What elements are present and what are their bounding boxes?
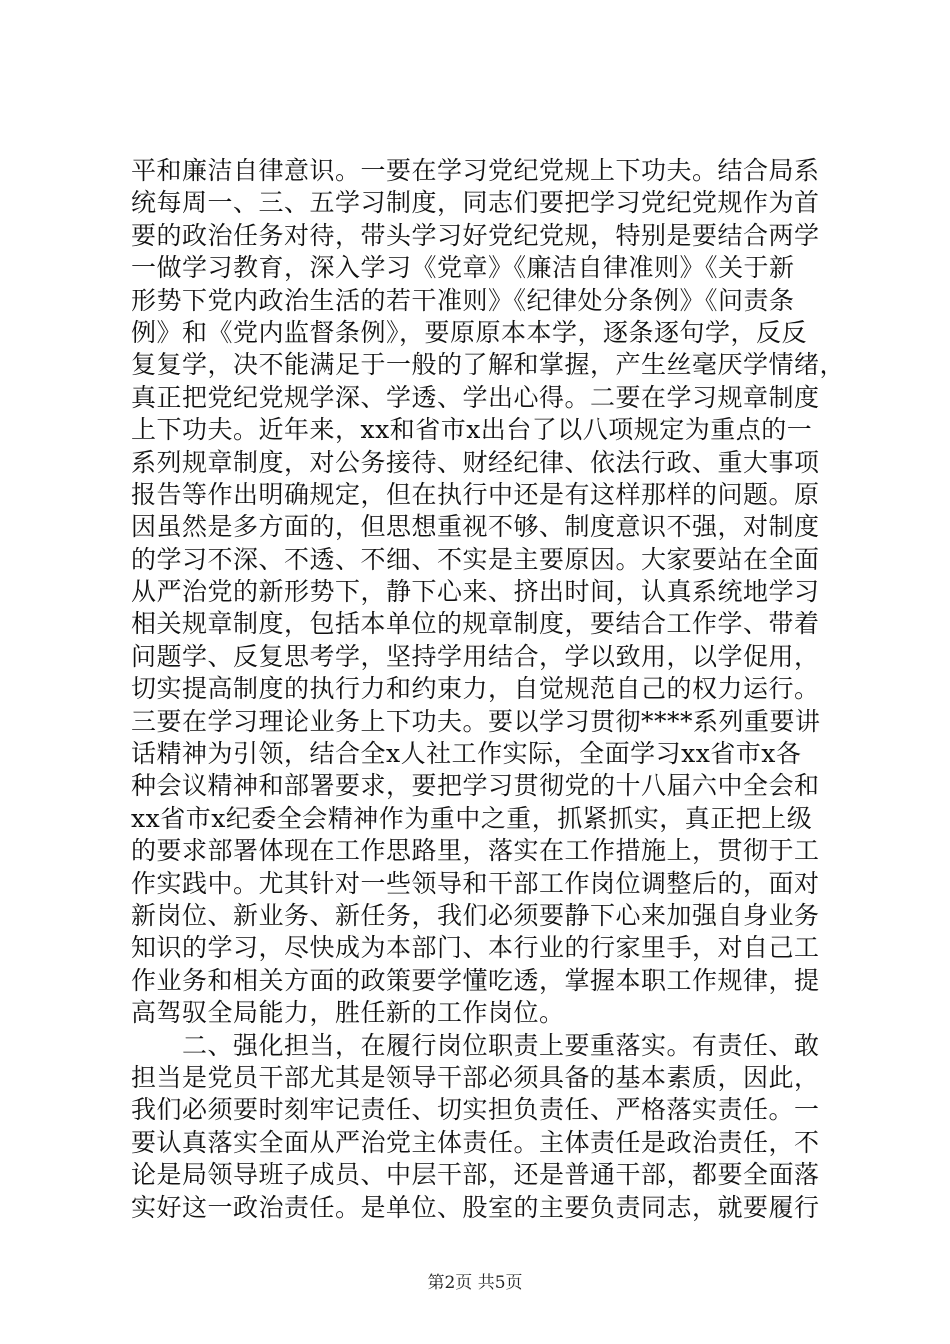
text-line: 要的政治任务对待，带头学习好党纪党规，特别是要结合两学 [131,220,820,250]
text-line: 二、强化担当，在履行岗位职责上要重落实。有责任、敢 [131,1030,820,1060]
text-line: 三要在学习理论业务上下功夫。要以学习贯彻****系列重要讲 [131,706,821,736]
page-number-footer: 第2页 共5页 [427,1273,523,1293]
text-line: 作实践中。尤其针对一些领导和干部工作岗位调整后的，面对 [131,868,820,898]
text-line: 相关规章制度，包括本单位的规章制度，要结合工作学、带着 [131,609,820,639]
text-line: 平和廉洁自律意识。一要在学习党纪党规上下功夫。结合局系 [131,156,820,185]
text-line: 高驾驭全局能力，胜任新的工作岗位。 [131,998,565,1028]
document-body [131,155,846,1224]
text-line: 的学习不深、不透、不细、不实是主要原因。大家要站在全面 [131,544,820,574]
text-line: 要认真落实全面从严治党主体责任。主体责任是政治责任，不 [131,1127,820,1157]
text-line: 系列规章制度，对公务接待、财经纪律、依法行政、重大事项 [131,447,820,477]
text-line: 担当是党员干部尤其是领导干部必须具备的基本素质，因此， [131,1062,820,1092]
text-line: 因虽然是多方面的，但思想重视不够、制度意识不强，对制度 [131,512,820,542]
text-line: 实好这一政治责任。是单位、股室的主要负责同志，就要履行 [131,1192,820,1222]
text-line: 从严治党的新形势下，静下心来、挤出时间，认真系统地学习 [131,577,820,607]
text-line: 问题学、反复思考学，坚持学用结合，学以致用，以学促用， [131,641,820,671]
text-line: 论是局领导班子成员、中层干部，还是普通干部，都要全面落 [131,1160,820,1190]
text-line: 一做学习教育，深入学习《党章》《廉洁自律准则》《关于新 [131,253,795,283]
text-line: 形势下党内政治生活的若干准则》《纪律处分条例》《问责条 [131,285,795,315]
text-line: 我们必须要时刻牢记责任、切实担负责任、严格落实责任。一 [131,1095,820,1125]
text-line: xx省市x纪委全会精神作为重中之重，抓紧抓实，真正把上级 [131,803,813,833]
text-line: 例》和《党内监督条例》，要原原本本学，逐条逐句学，反反 [131,317,808,347]
text-line: 上下功夫。近年来，xx和省市x出台了以八项规定为重点的一 [131,415,813,445]
text-line: 的要求部署体现在工作思路里，落实在工作措施上，贯彻于工 [131,836,820,866]
text-line: 作业务和相关方面的政策要学懂吃透，掌握本职工作规律，提 [131,965,820,995]
text-line: 种会议精神和部署要求，要把学习贯彻党的十八届六中全会和 [131,771,820,801]
text-line: 真正把党纪党规学深、学透、学出心得。二要在学习规章制度 [131,382,820,412]
text-line: 统每周一、三、五学习制度，同志们要把学习党纪党规作为首 [131,188,820,218]
text-line: 复复学，决不能满足于一般的了解和掌握，产生丝毫厌学情绪， [131,350,846,380]
text-line: 话精神为引领，结合全x人社工作实际，全面学习xx省市x各 [131,739,802,769]
text-line: 切实提高制度的执行力和约束力，自觉规范自己的权力运行。 [131,674,820,704]
text-line: 报告等作出明确规定，但在执行中还是有这样那样的问题。原 [131,479,820,509]
text-line: 新岗位、新业务、新任务，我们必须要静下心来加强自身业务 [131,900,820,930]
text-line: 知识的学习，尽快成为本部门、本行业的行家里手，对自己工 [131,933,820,963]
